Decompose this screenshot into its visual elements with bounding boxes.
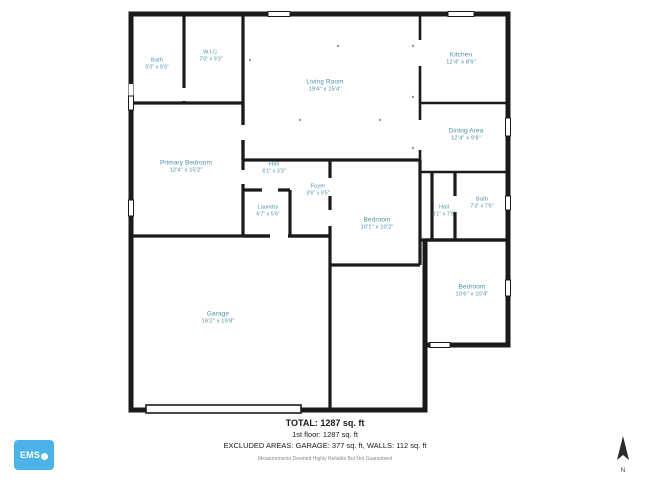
room-dimensions: 19'4" x 15'4" [308, 86, 342, 93]
garage-door [146, 405, 301, 413]
room-dimensions: 19'2" x 19'8" [201, 318, 235, 325]
room-dimensions: 5'0" x 9'3" [145, 64, 169, 71]
room-name: Bedroom [458, 283, 486, 291]
room-name: Kitchen [449, 51, 473, 59]
footer [0, 418, 650, 488]
room-name: Bath [476, 196, 488, 203]
room-name: Laundry [257, 204, 279, 211]
north-arrow-icon [610, 434, 636, 466]
room-name: Dining Area [448, 127, 484, 135]
room-dimensions: 6'7" x 5'6" [256, 211, 280, 218]
room-dimensions: 10'6" x 10'4" [455, 291, 489, 298]
room-name: Primary Bedroom [159, 159, 213, 167]
room-dimensions: 6'1" x 3'3" [262, 168, 286, 175]
room-name: Garage [206, 310, 230, 318]
room-name: W.I.C. [203, 49, 219, 56]
room-dimensions: 10'1" x 10'2" [360, 224, 394, 231]
compass-north-indicator [610, 434, 636, 474]
excluded-areas-text: EXCLUDED AREAS: GARAGE: 377 sq. ft, WALLS: 112 sq. ft [223, 441, 427, 450]
disclaimer-text: Measurements Deemed Highly Reliable But Not Guaranteed [258, 456, 392, 462]
room-dimensions: 12'4" x 9'8" [451, 135, 481, 142]
ems-logo-dot-icon [41, 453, 48, 460]
first-floor-area-text: 1st floor: 1287 sq. ft [292, 430, 358, 439]
room-dimensions: 12'4" x 15'2" [169, 167, 203, 174]
room-name: Foyer [310, 183, 326, 190]
room-dimensions: 7'0" x 9'3" [199, 56, 223, 63]
room-dimensions: 3'6" x 9'5" [306, 190, 330, 197]
compass-label: N [620, 468, 626, 474]
total-area-text: TOTAL: 1287 sq. ft [285, 418, 365, 428]
room-name: Hall [268, 161, 280, 168]
room-dimensions: 3'1" x 7'9" [432, 211, 456, 218]
room-name: Living Room [306, 78, 344, 86]
room-dimensions: 12'4" x 8'9" [446, 59, 476, 66]
room-name: Hall [438, 204, 450, 211]
ems-logo-text: EMS [19, 450, 41, 460]
wall-structure [131, 14, 508, 410]
ems-logo [14, 440, 54, 470]
footer-text-block [115, 418, 535, 462]
room-dimensions: 7'3" x 7'6" [470, 203, 494, 210]
room-name: Bath [151, 57, 163, 64]
room-name: Bedroom [363, 216, 391, 224]
